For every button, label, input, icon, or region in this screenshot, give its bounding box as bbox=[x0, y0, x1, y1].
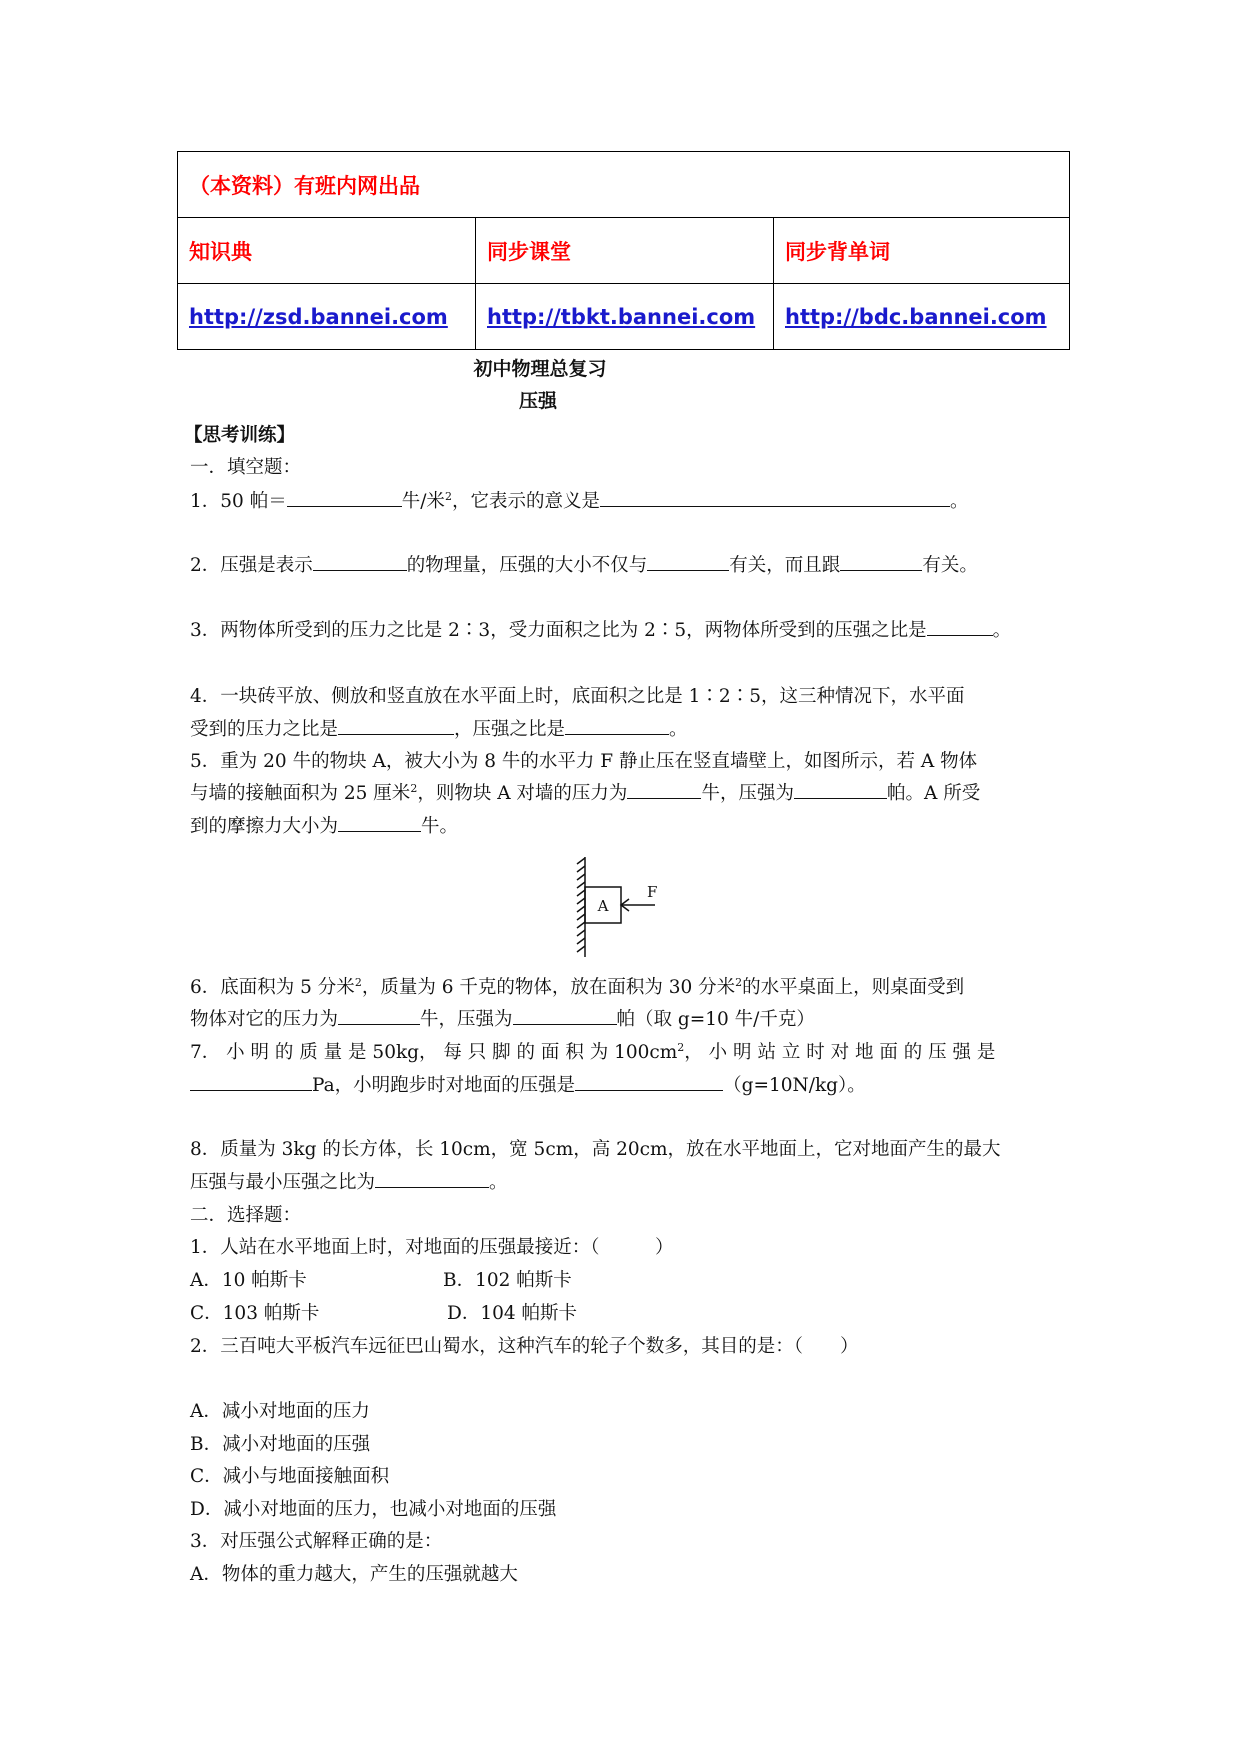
link-bdc[interactable]: http://bdc.bannei.com bbox=[785, 304, 1047, 329]
answer-blank[interactable] bbox=[375, 1169, 489, 1188]
question-5-line3: 到的摩擦力大小为 牛。 bbox=[190, 812, 458, 838]
question-2: 2．压强是表示 的物理量，压强的大小不仅与 有关，而且跟 有关。 bbox=[190, 551, 978, 577]
answer-blank[interactable] bbox=[627, 780, 701, 799]
choice-2-option-d: D．减小对地面的压力，也减小对地面的压强 bbox=[190, 1499, 557, 1520]
question-1: 1．50 帕＝ 牛/米$^2$，它表示的意义是 。 bbox=[190, 489, 969, 512]
answer-blank[interactable] bbox=[565, 716, 669, 735]
question-8-line1: 8．质量为 3kg 的长方体，长 10cm，宽 5cm，高 20cm，放在水平地面上，它对地面产生的最大 bbox=[190, 1139, 1001, 1160]
force-label: F bbox=[647, 883, 658, 901]
answer-blank[interactable] bbox=[338, 716, 454, 735]
question-5-line1: 5．重为 20 牛的物块 A，被大小为 8 牛的水平力 F 静止压在竖直墙壁上，如图所示，若 A 物体 bbox=[190, 751, 978, 772]
answer-blank[interactable] bbox=[338, 813, 421, 832]
doc-topic: 压强 bbox=[518, 390, 557, 412]
part1-title: 一．填空题： bbox=[190, 457, 302, 478]
block-label: A bbox=[597, 897, 609, 915]
choice-1-option-a: A．10 帕斯卡 bbox=[190, 1270, 307, 1291]
choice-1-option-b: B．102 帕斯卡 bbox=[443, 1270, 572, 1291]
doc-heading: 初中物理总复习 bbox=[473, 358, 607, 380]
banner-label-zsd: 知识典 bbox=[178, 218, 476, 284]
part2-title: 二．选择题： bbox=[190, 1205, 302, 1226]
choice-1-option-d: D．104 帕斯卡 bbox=[447, 1303, 578, 1324]
question-3: 3．两物体所受到的压力之比是 2∶3，受力面积之比为 2∶5，两物体所受到的压强之比是 。 bbox=[190, 616, 1011, 642]
answer-blank[interactable] bbox=[600, 488, 950, 507]
choice-question-1: 1．人站在水平地面上时，对地面的压强最接近：（ ） bbox=[190, 1237, 674, 1258]
banner-title: （本资料）有班内网出品 bbox=[178, 152, 1070, 218]
wall-block-figure bbox=[575, 855, 675, 960]
answer-blank[interactable] bbox=[338, 1006, 420, 1025]
banner-label-bdc: 同步背单词 bbox=[774, 218, 1070, 284]
choice-2-option-b: B．减小对地面的压强 bbox=[190, 1434, 371, 1455]
question-5-line2: 与墙的接触面积为 25 厘米$^2$，则物块 A 对墙的压力为 牛，压强为 帕。A 所受 bbox=[190, 781, 981, 804]
answer-blank[interactable] bbox=[794, 780, 887, 799]
link-tbkt[interactable]: http://tbkt.bannei.com bbox=[487, 304, 756, 329]
answer-blank[interactable] bbox=[647, 552, 729, 571]
choice-1-option-c: C．103 帕斯卡 bbox=[190, 1303, 320, 1324]
banner-label-tbkt: 同步课堂 bbox=[476, 218, 774, 284]
answer-blank[interactable] bbox=[575, 1072, 723, 1091]
answer-blank[interactable] bbox=[840, 552, 922, 571]
question-8-line2: 压强与最小压强之比为 。 bbox=[190, 1168, 508, 1194]
choice-2-option-a: A．减小对地面的压力 bbox=[190, 1401, 370, 1422]
answer-blank[interactable] bbox=[313, 552, 407, 571]
answer-blank[interactable] bbox=[190, 1072, 312, 1091]
answer-blank[interactable] bbox=[513, 1006, 617, 1025]
question-7-line1: 7． 小 明 的 质 量 是 50kg， 每 只 脚 的 面 积 为 $100cm^2$， 小 明 站 立 时 对 地 面 的 压 强 是 bbox=[190, 1040, 996, 1063]
question-7-line2: Pa，小明跑步时对地面的压强是 （g=10N/kg）。 bbox=[190, 1071, 866, 1097]
choice-2-option-c: C．减小与地面接触面积 bbox=[190, 1466, 390, 1487]
link-zsd[interactable]: http://zsd.bannei.com bbox=[189, 304, 448, 329]
answer-blank[interactable] bbox=[927, 617, 993, 636]
question-6-line2: 物体对它的压力为 牛，压强为 帕（取 g=10 牛/千克） bbox=[190, 1005, 815, 1031]
question-4-line2: 受到的压力之比是 ，压强之比是 。 bbox=[190, 715, 688, 741]
choice-question-3: 3．对压强公式解释正确的是： bbox=[190, 1531, 443, 1552]
choice-3-option-a: A．物体的重力越大，产生的压强就越大 bbox=[190, 1564, 518, 1585]
answer-blank[interactable] bbox=[287, 488, 402, 507]
question-4-line1: 4．一块砖平放、侧放和竖直放在水平面上时，底面积之比是 1∶2∶5，这三种情况下，水平面 bbox=[190, 686, 965, 707]
question-6-line1: 6．底面积为 5 分米$^2$，质量为 6 千克的物体，放在面积为 30 分米$^2$的水平桌面上，则桌面受到 bbox=[190, 975, 965, 998]
section-tag: 【思考训练】 bbox=[184, 425, 296, 446]
banner-table bbox=[177, 151, 1070, 350]
choice-question-2: 2．三百吨大平板汽车远征巴山蜀水，这种汽车的轮子个数多，其目的是：（ ） bbox=[190, 1336, 859, 1357]
